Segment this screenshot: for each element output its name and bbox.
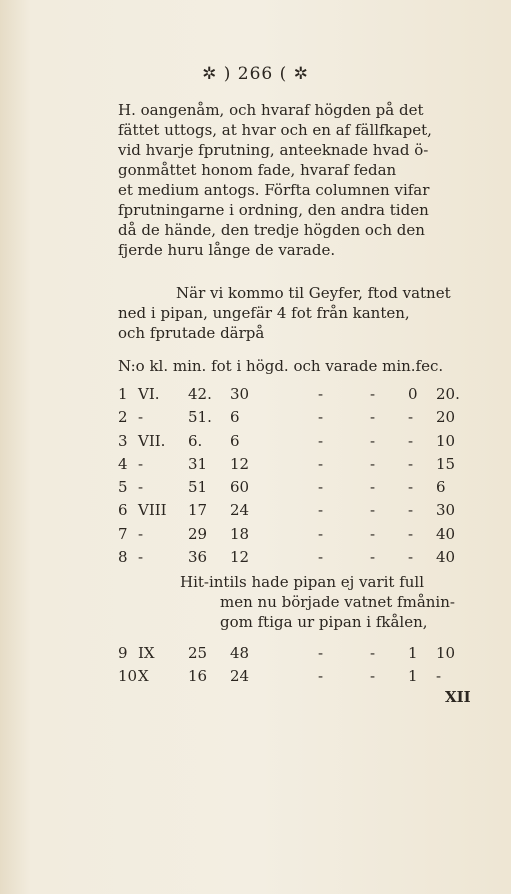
- eruption-table-continued: [118, 644, 474, 691]
- catchword: XII: [445, 688, 471, 706]
- table-row: [118, 548, 474, 571]
- height-cell: 30: [230, 385, 250, 403]
- minute-cell: 6.: [188, 431, 203, 450]
- page-header: ✲ ) 266 ( ✲: [202, 64, 309, 84]
- dash-cell: -: [318, 478, 324, 497]
- row-number: 6: [118, 501, 128, 520]
- table-row: [118, 432, 474, 455]
- dash-cell: -: [318, 431, 324, 450]
- hour-cell: X: [138, 667, 149, 686]
- minute-cell: 51: [188, 478, 208, 497]
- dash-cell: -: [318, 454, 324, 473]
- text-line: men nu började vatnet fmånin-: [220, 593, 455, 611]
- text-line: och fprutade därpå: [118, 324, 265, 342]
- height-cell: 48: [230, 644, 250, 662]
- minute-cell: 16: [188, 667, 208, 686]
- row-number: 7: [118, 524, 128, 543]
- minute-cell: 51.: [188, 408, 212, 427]
- row-number: 2: [118, 408, 128, 427]
- duration-sec-cell: 20: [436, 408, 456, 427]
- height-cell: 6: [230, 431, 240, 450]
- text-line: När vi kommo til Geyfer, ftod vatnet: [176, 284, 451, 302]
- eruption-table: [118, 385, 474, 571]
- duration-sec-cell: 10: [436, 431, 456, 450]
- height-cell: 24: [230, 501, 250, 520]
- dash-cell: -: [370, 667, 376, 686]
- text-line: fjerde huru långe de varade.: [118, 241, 336, 259]
- text-line: et medium antogs. Förfta columnen vifar: [118, 181, 430, 199]
- height-cell: 18: [230, 524, 250, 543]
- duration-min-cell: -: [408, 478, 414, 497]
- row-number: 10: [118, 667, 138, 686]
- duration-sec-cell: 40: [436, 548, 456, 567]
- minute-cell: 17: [188, 501, 208, 520]
- text-line: ned i pipan, ungefär 4 fot från kanten,: [118, 304, 410, 322]
- duration-min-cell: -: [408, 454, 414, 473]
- dash-cell: -: [318, 667, 324, 686]
- duration-sec-cell: 6: [436, 478, 446, 497]
- height-cell: 12: [230, 454, 250, 473]
- duration-sec-cell: -: [436, 667, 442, 686]
- duration-sec-cell: 10: [436, 644, 456, 662]
- row-number: 1: [118, 385, 128, 403]
- hour-cell: -: [138, 524, 144, 543]
- dash-cell: -: [370, 408, 376, 427]
- text-line: Hit-intils hade pipan ej varit full: [180, 573, 425, 591]
- dash-cell: -: [370, 548, 376, 567]
- dash-cell: -: [318, 524, 324, 543]
- duration-min-cell: 0: [408, 385, 418, 403]
- table-row: [118, 408, 474, 431]
- row-number: 5: [118, 478, 128, 497]
- dash-cell: -: [318, 644, 324, 662]
- duration-min-cell: -: [408, 431, 414, 450]
- dash-cell: -: [318, 548, 324, 567]
- height-cell: 24: [230, 667, 250, 686]
- hour-cell: -: [138, 408, 144, 427]
- hour-cell: IX: [138, 644, 155, 662]
- hour-cell: -: [138, 454, 144, 473]
- text-line: H. oangenåm, och hvaraf högden på det: [118, 101, 424, 119]
- minute-cell: 29: [188, 524, 208, 543]
- dash-cell: -: [318, 501, 324, 520]
- table-row: [118, 501, 474, 524]
- duration-min-cell: -: [408, 548, 414, 567]
- duration-min-cell: -: [408, 408, 414, 427]
- text-line: då de hände, den tredje högden och den: [118, 221, 425, 239]
- table-row: [118, 385, 474, 408]
- hour-cell: VII.: [138, 431, 166, 450]
- hour-cell: -: [138, 548, 144, 567]
- text-line: gonmåttet honom fade, hvaraf fedan: [118, 161, 397, 179]
- dash-cell: -: [370, 524, 376, 543]
- height-cell: 6: [230, 408, 240, 427]
- minute-cell: 31: [188, 454, 208, 473]
- minute-cell: 36: [188, 548, 208, 567]
- dash-cell: -: [370, 478, 376, 497]
- dash-cell: -: [318, 385, 324, 403]
- row-number: 3: [118, 431, 128, 450]
- dash-cell: -: [370, 454, 376, 473]
- minute-cell: 25: [188, 644, 208, 662]
- paragraph-intro: [118, 100, 474, 260]
- height-cell: 12: [230, 548, 250, 567]
- duration-min-cell: 1: [408, 644, 418, 662]
- duration-sec-cell: 30: [436, 501, 456, 520]
- duration-sec-cell: 40: [436, 524, 456, 543]
- duration-sec-cell: 20.: [436, 385, 460, 403]
- table-header: N:o kl. min. fot i högd. och varade min.fec.: [118, 357, 444, 375]
- hour-cell: VIII: [138, 501, 167, 520]
- hour-cell: VI.: [138, 385, 160, 403]
- duration-sec-cell: 15: [436, 454, 456, 473]
- row-number: 9: [118, 644, 128, 662]
- dash-cell: -: [370, 644, 376, 662]
- dash-cell: -: [370, 501, 376, 520]
- text-line: vid hvarje fprutning, anteeknade hvad ö-: [118, 141, 429, 159]
- dash-cell: -: [318, 408, 324, 427]
- row-number: 4: [118, 454, 128, 473]
- table-row: [118, 455, 474, 478]
- table-row: [118, 525, 474, 548]
- duration-min-cell: -: [408, 524, 414, 543]
- text-line: fättet uttogs, at hvar och en af fällfkapet,: [118, 121, 432, 139]
- row-number: 8: [118, 548, 128, 567]
- table-row: [118, 644, 474, 667]
- table-row: [118, 667, 474, 690]
- text-line: gom ftiga ur pipan i fkålen,: [220, 613, 428, 631]
- text-line: fprutningarne i ordning, den andra tiden: [118, 201, 429, 219]
- paragraph-note: [118, 572, 474, 632]
- duration-min-cell: -: [408, 501, 414, 520]
- table-row: [118, 478, 474, 501]
- height-cell: 60: [230, 478, 250, 497]
- dash-cell: -: [370, 431, 376, 450]
- paragraph-geyser: [118, 283, 474, 343]
- minute-cell: 42.: [188, 385, 212, 403]
- hour-cell: -: [138, 478, 144, 497]
- dash-cell: -: [370, 385, 376, 403]
- duration-min-cell: 1: [408, 667, 418, 686]
